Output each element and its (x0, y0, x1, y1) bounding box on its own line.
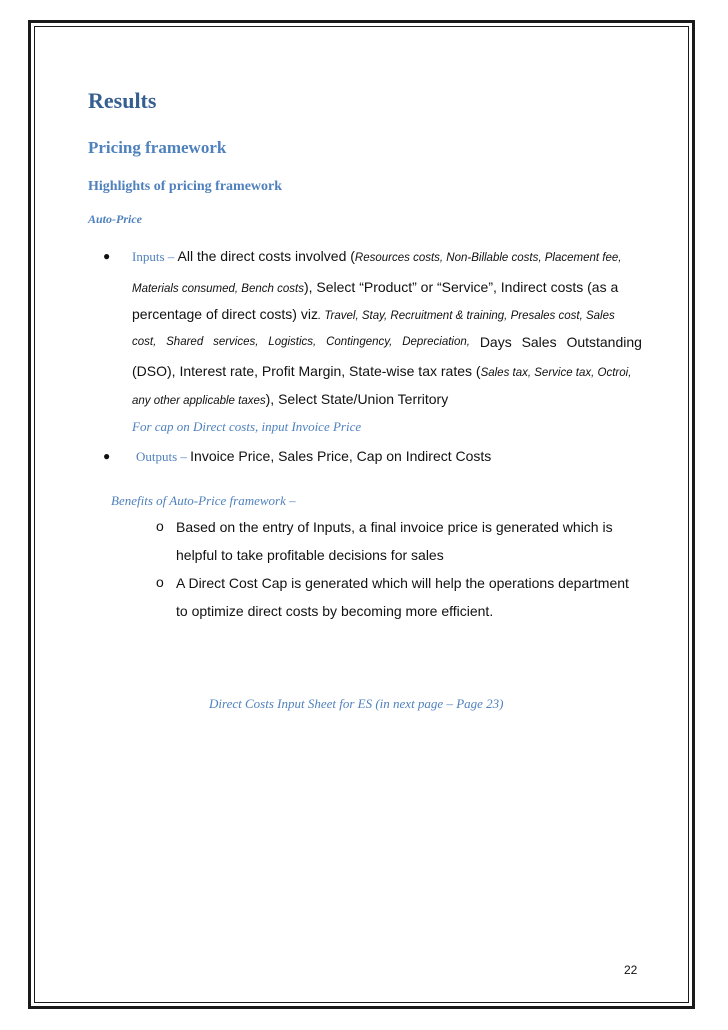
bullet-icon: ● (103, 249, 111, 263)
page-number: 22 (624, 963, 638, 977)
outputs-line: Outputs – Invoice Price, Sales Price, Cap on Indirect Costs (136, 448, 492, 464)
page-border-inner (34, 26, 689, 1003)
benefit-2-line-1: A Direct Cost Cap is generated which will help the operations department (176, 575, 629, 591)
benefit-1-line-1: Based on the entry of Inputs, a final invoice price is generated which is (176, 519, 613, 535)
circle-bullet-icon: o (156, 574, 164, 590)
inputs-line-2: Materials consumed, Bench costs), Select “Product” or “Service”, Indirect costs (as a (132, 279, 619, 295)
heading-auto-price: Auto-Price (88, 212, 142, 226)
heading-results: Results (88, 88, 157, 113)
inputs-note: For cap on Direct costs, input Invoice Price (132, 419, 362, 434)
inputs-line-6: any other applicable taxes), Select State/Union Territory (132, 391, 449, 407)
benefit-1-line-2: helpful to take profitable decisions for sales (176, 547, 444, 563)
inputs-label: Inputs – (132, 249, 178, 264)
heading-highlights: Highlights of pricing framework (88, 179, 283, 194)
caption-direct-costs-sheet: Direct Costs Input Sheet for ES (in next page – Page 23) (209, 696, 504, 711)
circle-bullet-icon: o (156, 518, 164, 534)
inputs-line-3: percentage of direct costs) viz. Travel, Stay, Recruitment & training, Presales cost, Sales (132, 306, 615, 322)
benefits-heading: Benefits of Auto-Price framework – (111, 493, 296, 508)
inputs-line-5: (DSO), Interest rate, Profit Margin, State-wise tax rates (Sales tax, Service tax, Octroi, (132, 363, 632, 379)
heading-pricing-framework: Pricing framework (88, 138, 227, 157)
bullet-icon: ● (103, 449, 111, 463)
outputs-label: Outputs – (136, 449, 191, 464)
inputs-line-4: cost, Shared services, Logistics, Contingency, Depreciation, Days Sales Outstanding (132, 334, 642, 350)
benefit-2-line-2: to optimize direct costs by becoming more efficient. (176, 603, 494, 619)
inputs-line-1: Inputs – All the direct costs involved (Resources costs, Non-Billable costs, Placement fee, (132, 248, 622, 264)
